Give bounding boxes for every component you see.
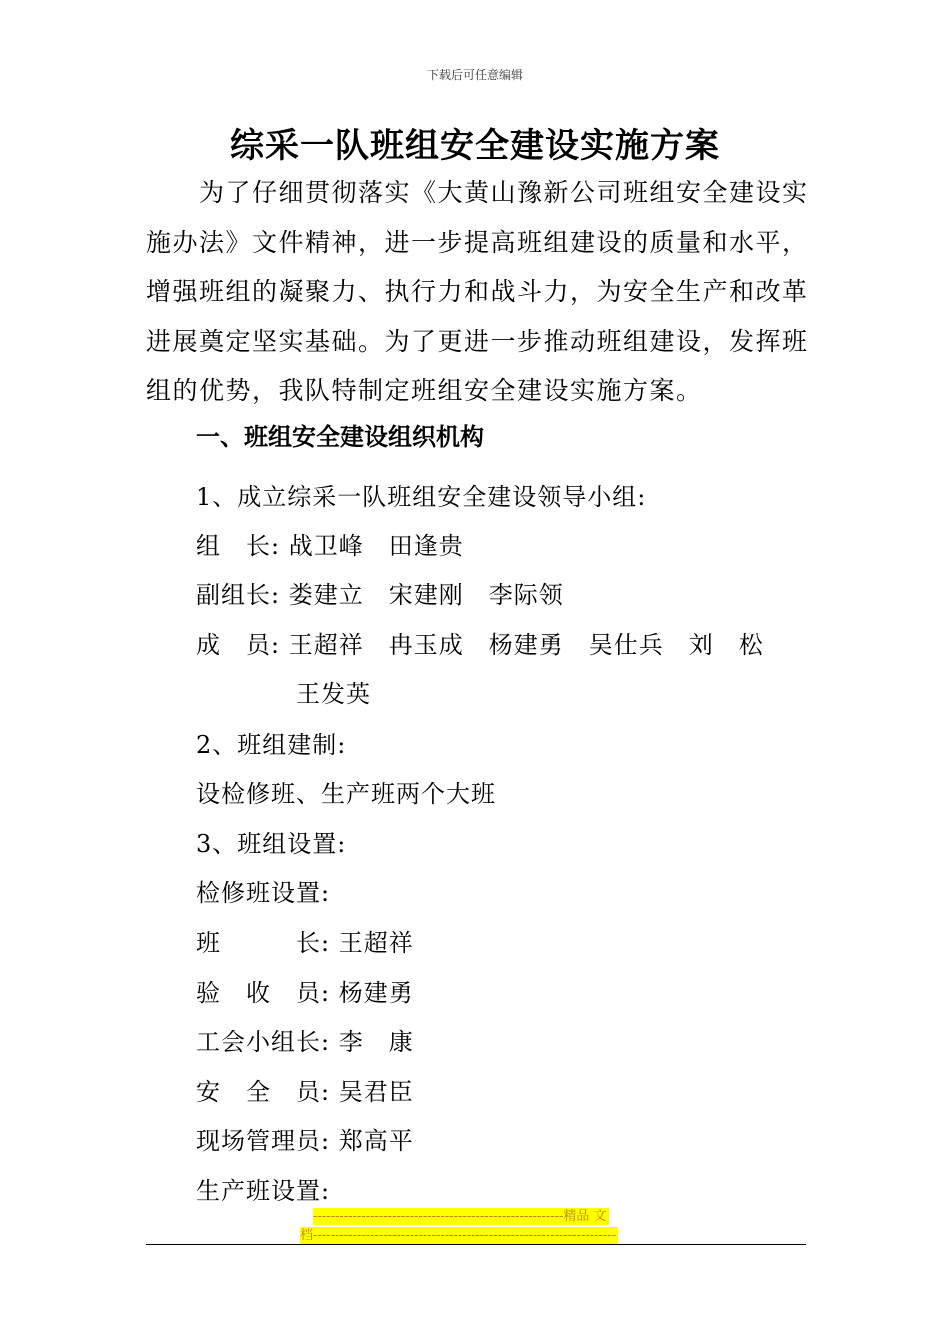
intro-line: 增强班组的凝聚力、执行力和战斗力，为安全生产和改革 (146, 277, 809, 306)
item-team-leader: 班 长: 王超祥 (196, 929, 414, 957)
item-team-system: 2、班组建制: (196, 731, 347, 759)
footer-line: 档--------------------------------------------------------------------- (300, 1228, 617, 1243)
item-members: 成 员: 王超祥 冉玉成 杨建勇 吴仕兵 刘 松 (196, 631, 764, 659)
item-deputy-leader: 副组长: 娄建立 宋建刚 李际领 (196, 581, 564, 609)
header-note: 下载后可任意编辑 (426, 68, 523, 82)
item-site-manager: 现场管理员: 郑高平 (196, 1127, 414, 1155)
item-production-setup: 生产班设置: (196, 1177, 331, 1205)
intro-line: 施办法》文件精神，进一步提高班组建设的质量和水平， (146, 227, 809, 257)
item-inspector: 验 收 员: 杨建勇 (196, 979, 414, 1007)
footer-divider (146, 1244, 806, 1245)
intro-line: 为了仔细贯彻落实《大黄山豫新公司班组安全建设实 (146, 178, 809, 207)
section-heading: 一、班组安全建设组织机构 (196, 423, 484, 451)
item-leadership-group: 1、成立综采一队班组安全建设领导小组: (196, 483, 647, 511)
item-safety-officer: 安 全 员: 吴君臣 (196, 1078, 414, 1106)
footer-line: ---------------------------------------------------------精品 文 (313, 1209, 607, 1224)
item-members-cont: 王发英 (196, 680, 371, 708)
item-team-setup: 3、班组设置: (196, 830, 347, 858)
item-team-system-desc: 设检修班、生产班两个大班 (196, 780, 496, 808)
document-title: 综采一队班组安全建设实施方案 (230, 126, 720, 166)
item-maintenance-setup: 检修班设置: (196, 879, 331, 907)
intro-paragraph (146, 168, 808, 416)
intro-line: 组的优势，我队特制定班组安全建设实施方案。 (146, 376, 703, 405)
item-group-leader: 组 长: 战卫峰 田逢贵 (196, 532, 464, 560)
item-union-leader: 工会小组长: 李 康 (196, 1028, 414, 1056)
intro-line: 进展奠定坚实基础。为了更进一步推动班组建设，发挥班 (146, 326, 809, 356)
